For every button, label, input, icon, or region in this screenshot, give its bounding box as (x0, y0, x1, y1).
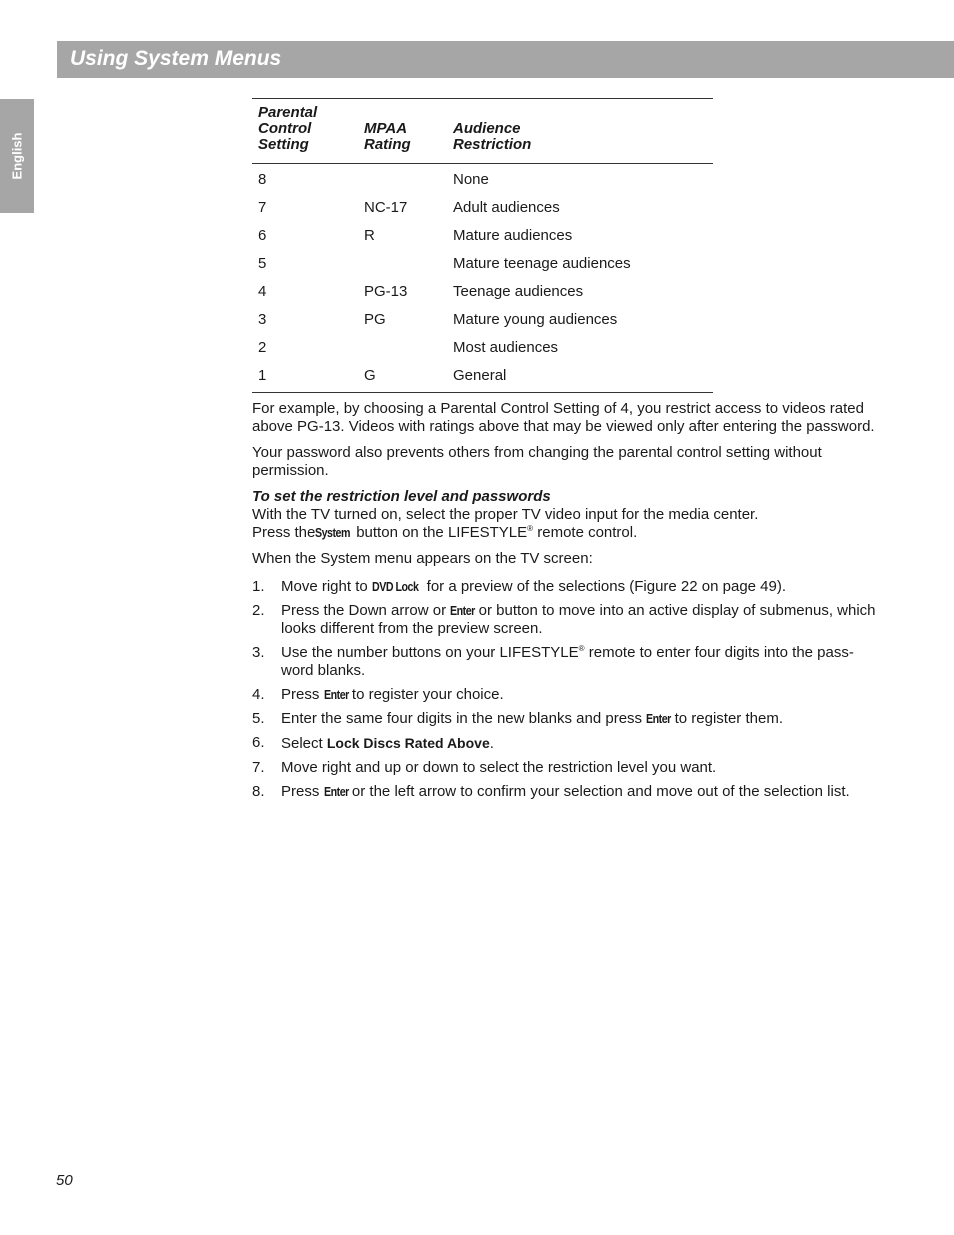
step-text-part: Press the Down arrow or (281, 602, 451, 619)
list-item (252, 578, 882, 596)
procedure-steps (252, 578, 882, 801)
table-row (252, 164, 713, 195)
step-number: 5. (252, 710, 265, 727)
step-text (281, 644, 882, 680)
step-number: 1. (252, 578, 265, 595)
enter-key-label: Enter (450, 603, 476, 618)
cell-restriction: None (453, 171, 489, 188)
cell-restriction: Adult audiences (453, 199, 560, 216)
list-item (252, 734, 882, 753)
step-number: 8. (252, 783, 265, 800)
registered-mark: ® (578, 644, 585, 653)
cell-rating: G (364, 367, 376, 384)
header-line: Setting (258, 136, 309, 153)
cell-restriction: General (453, 367, 507, 384)
password-note-paragraph: Your password also prevents others from changing the parental control setting without permission. (252, 444, 822, 479)
cell-setting: 4 (258, 283, 267, 300)
header-line: MPAA (364, 120, 408, 137)
procedure-heading: To set the restriction level and passwords (252, 488, 551, 505)
cell-rating (358, 250, 447, 278)
parental-control-table (252, 98, 713, 393)
page-number: 50 (56, 1172, 73, 1189)
menu-term-lock-discs: Lock Discs Rated Above (326, 735, 490, 751)
header-line: Control (258, 120, 312, 137)
procedure-intro-line: With the TV turned on, select the proper TV video input for the media center. (252, 506, 759, 523)
cell-setting: 5 (258, 255, 267, 272)
cell-rating: PG-13 (364, 283, 408, 300)
step-number: 6. (252, 734, 265, 751)
when-menu-paragraph: When the System menu appears on the TV screen: (252, 550, 593, 567)
cell-setting: 2 (258, 339, 267, 356)
step-number: 4. (252, 686, 265, 703)
cell-rating (358, 334, 447, 362)
step-text: Move right and up or down to select the restriction level you want. (281, 759, 717, 776)
example-paragraph: For example, by choosing a Parental Control Setting of 4, you restrict access to videos rated above PG-13. Videos with ratings above that may be viewed only after entering the password. (252, 400, 875, 435)
cell-restriction: Most audiences (453, 339, 559, 356)
header-parental-control-setting (252, 99, 358, 164)
system-key-label: System (315, 525, 351, 540)
step-text-part: Move right to (281, 578, 372, 595)
step-text-part: or the left arrow to confirm your selection and move out of the selection list. (347, 783, 850, 800)
list-item (252, 759, 882, 777)
table-row (252, 334, 713, 362)
language-tab-label: English (9, 132, 25, 180)
table-row (252, 250, 713, 278)
step-text-part: Enter the same four digits in the new blanks and press (281, 710, 647, 727)
step-text-part: for a preview of the selections (Figure 22 on page 49). (422, 578, 787, 595)
step-text-part: to register your choice. (347, 686, 504, 703)
step-text-part: Use the number buttons on your LIFESTYLE (281, 644, 579, 661)
cell-setting: 8 (258, 171, 267, 188)
cell-rating: PG (364, 311, 386, 328)
cell-rating: NC-17 (364, 199, 408, 216)
cell-restriction: Teenage audiences (453, 283, 584, 300)
procedure-press-system-line (252, 524, 882, 542)
step-text (281, 578, 882, 596)
step-number: 7. (252, 759, 265, 776)
step-number: 3. (252, 644, 265, 661)
cell-restriction: Mature teenage audiences (453, 255, 631, 272)
step-text (281, 710, 882, 728)
step-text (281, 783, 882, 801)
list-item (252, 710, 882, 728)
cell-rating: R (364, 227, 375, 244)
table-row (252, 222, 713, 250)
section-title: Using System Menus (70, 47, 282, 70)
list-item (252, 783, 882, 801)
cell-restriction: Mature audiences (453, 227, 573, 244)
section-header-bar (57, 41, 954, 78)
step-number: 2. (252, 602, 265, 619)
header-line: Parental (258, 104, 318, 121)
step-text-part: or button to move into an active display of submenus, which looks different from the preview screen. (281, 602, 876, 637)
step-text-part: Press (281, 686, 324, 703)
cell-restriction: Mature young audiences (453, 311, 618, 328)
table-row (252, 194, 713, 222)
enter-key-label: Enter (323, 687, 349, 702)
intro-press-text: Press the (252, 524, 316, 541)
table-row (252, 306, 713, 334)
header-line: Audience (453, 120, 521, 137)
body-text (252, 400, 882, 807)
registered-mark: ® (527, 524, 534, 533)
step-text-part: to register them. (670, 710, 783, 727)
list-item (252, 602, 882, 638)
cell-rating (358, 164, 447, 195)
cell-setting: 1 (258, 367, 267, 384)
table-row (252, 278, 713, 306)
step-text (281, 602, 882, 638)
cell-setting: 6 (258, 227, 267, 244)
list-item (252, 686, 882, 704)
step-text-part: Press (281, 783, 324, 800)
step-text (281, 686, 882, 704)
cell-setting: 3 (258, 311, 267, 328)
intro-end-text: remote control. (533, 524, 638, 541)
list-item (252, 644, 882, 680)
header-line: Restriction (453, 136, 532, 153)
table-header-row (252, 99, 713, 164)
step-text-part: . (489, 735, 494, 752)
step-text-part: remote to enter four digits into the pass-word blanks. (281, 644, 854, 679)
step-text (281, 734, 882, 753)
menu-term-dvd-lock: DVD Lock (371, 579, 419, 594)
header-audience-restriction (447, 99, 713, 164)
table-row (252, 362, 713, 393)
intro-after-key-text: button on the LIFESTYLE (356, 524, 528, 541)
step-text-part: Select (281, 735, 327, 752)
header-mpaa-rating (358, 99, 447, 164)
language-tab (0, 99, 34, 213)
cell-setting: 7 (258, 199, 267, 216)
enter-key-label: Enter (323, 784, 349, 799)
header-line: Rating (364, 136, 411, 153)
enter-key-label: Enter (646, 711, 671, 726)
